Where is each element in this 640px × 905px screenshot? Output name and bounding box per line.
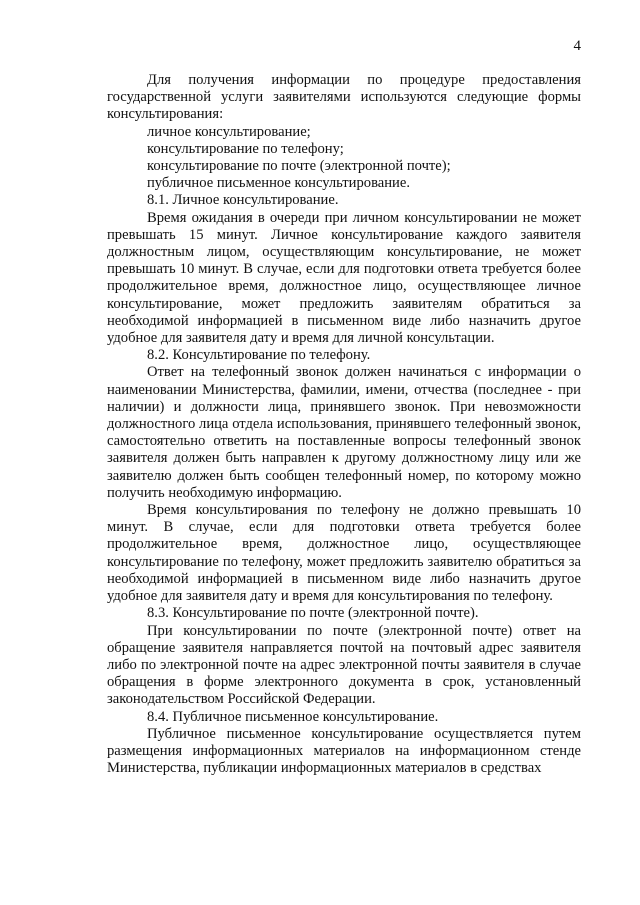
section-8-2-text-1: Ответ на телефонный звонок должен начинаться с информации о наименовании Министерства, фамилии, имени, отчества (последнее - при наличии) и должности лица, принявшего звонок. При невозможности должностного лица отдела использования, принявшего телефонный звонок, самостоятельно ответить на поставленные вопросы телефонный звонок заявителя должен быть направлен к другому должностному лицу или же заявителю должен быть сообщен телефонный номер, по которому можно получить необходимую информацию.: [107, 364, 581, 501]
form-item: личное консультирование;: [147, 123, 311, 140]
page-number: 4: [573, 38, 581, 54]
section-8-1-heading: 8.1. Личное консультирование.: [147, 192, 339, 209]
form-item: консультирование по телефону;: [147, 140, 344, 157]
section-8-4-text: Публичное письменное консультирование осуществляется путем размещения информационных материалов на информационном стенде Министерства, публикации информационных материалов в средствах: [107, 725, 581, 777]
section-8-4-heading: 8.4. Публичное письменное консультирование.: [147, 708, 439, 725]
document-body: [107, 72, 581, 777]
section-8-3-heading: 8.3. Консультирование по почте (электронной почте).: [147, 605, 479, 622]
intro-paragraph: Для получения информации по процедуре предоставления государственной услуги заявителями используются следующие формы консультирования:: [107, 72, 581, 123]
form-item: публичное письменное консультирование.: [147, 175, 410, 192]
section-8-2-text-2: Время консультирования по телефону не должно превышать 10 минут. В случае, если для подготовки ответа требуется более продолжительное время, должностное лицо, осуществляющее консультирование по телефону, может предложить заявителю обратиться за необходимой информацией в письменном виде либо назначить другое удобное для заявителя дату и время для консультирования по телефону.: [107, 502, 581, 605]
section-8-1-text: Время ожидания в очереди при личном консультировании не может превышать 15 минут. Личное консультирование каждого заявителя должностным лицом, осуществляющим консультирование, не может превышать 10 минут. В случае, если для подготовки ответа требуется более продолжительное время, должностное лицо, осуществляющее личное консультирование, может предложить заявителям обратиться за необходимой информацией в письменном виде либо назначить другое удобное для заявителя дату и время для личной консультации.: [107, 209, 581, 347]
section-8-2-heading: 8.2. Консультирование по телефону.: [147, 347, 371, 364]
section-8-3-text: При консультировании по почте (электронной почте) ответ на обращение заявителя направляется почтой на почтовый адрес заявителя либо по электронной почте на адрес электронной почты заявителя в случае обращения в форме электронного документа в срок, установленный законодательством Российской Федерации.: [107, 622, 581, 708]
form-item: консультирование по почте (электронной почте);: [147, 158, 451, 175]
